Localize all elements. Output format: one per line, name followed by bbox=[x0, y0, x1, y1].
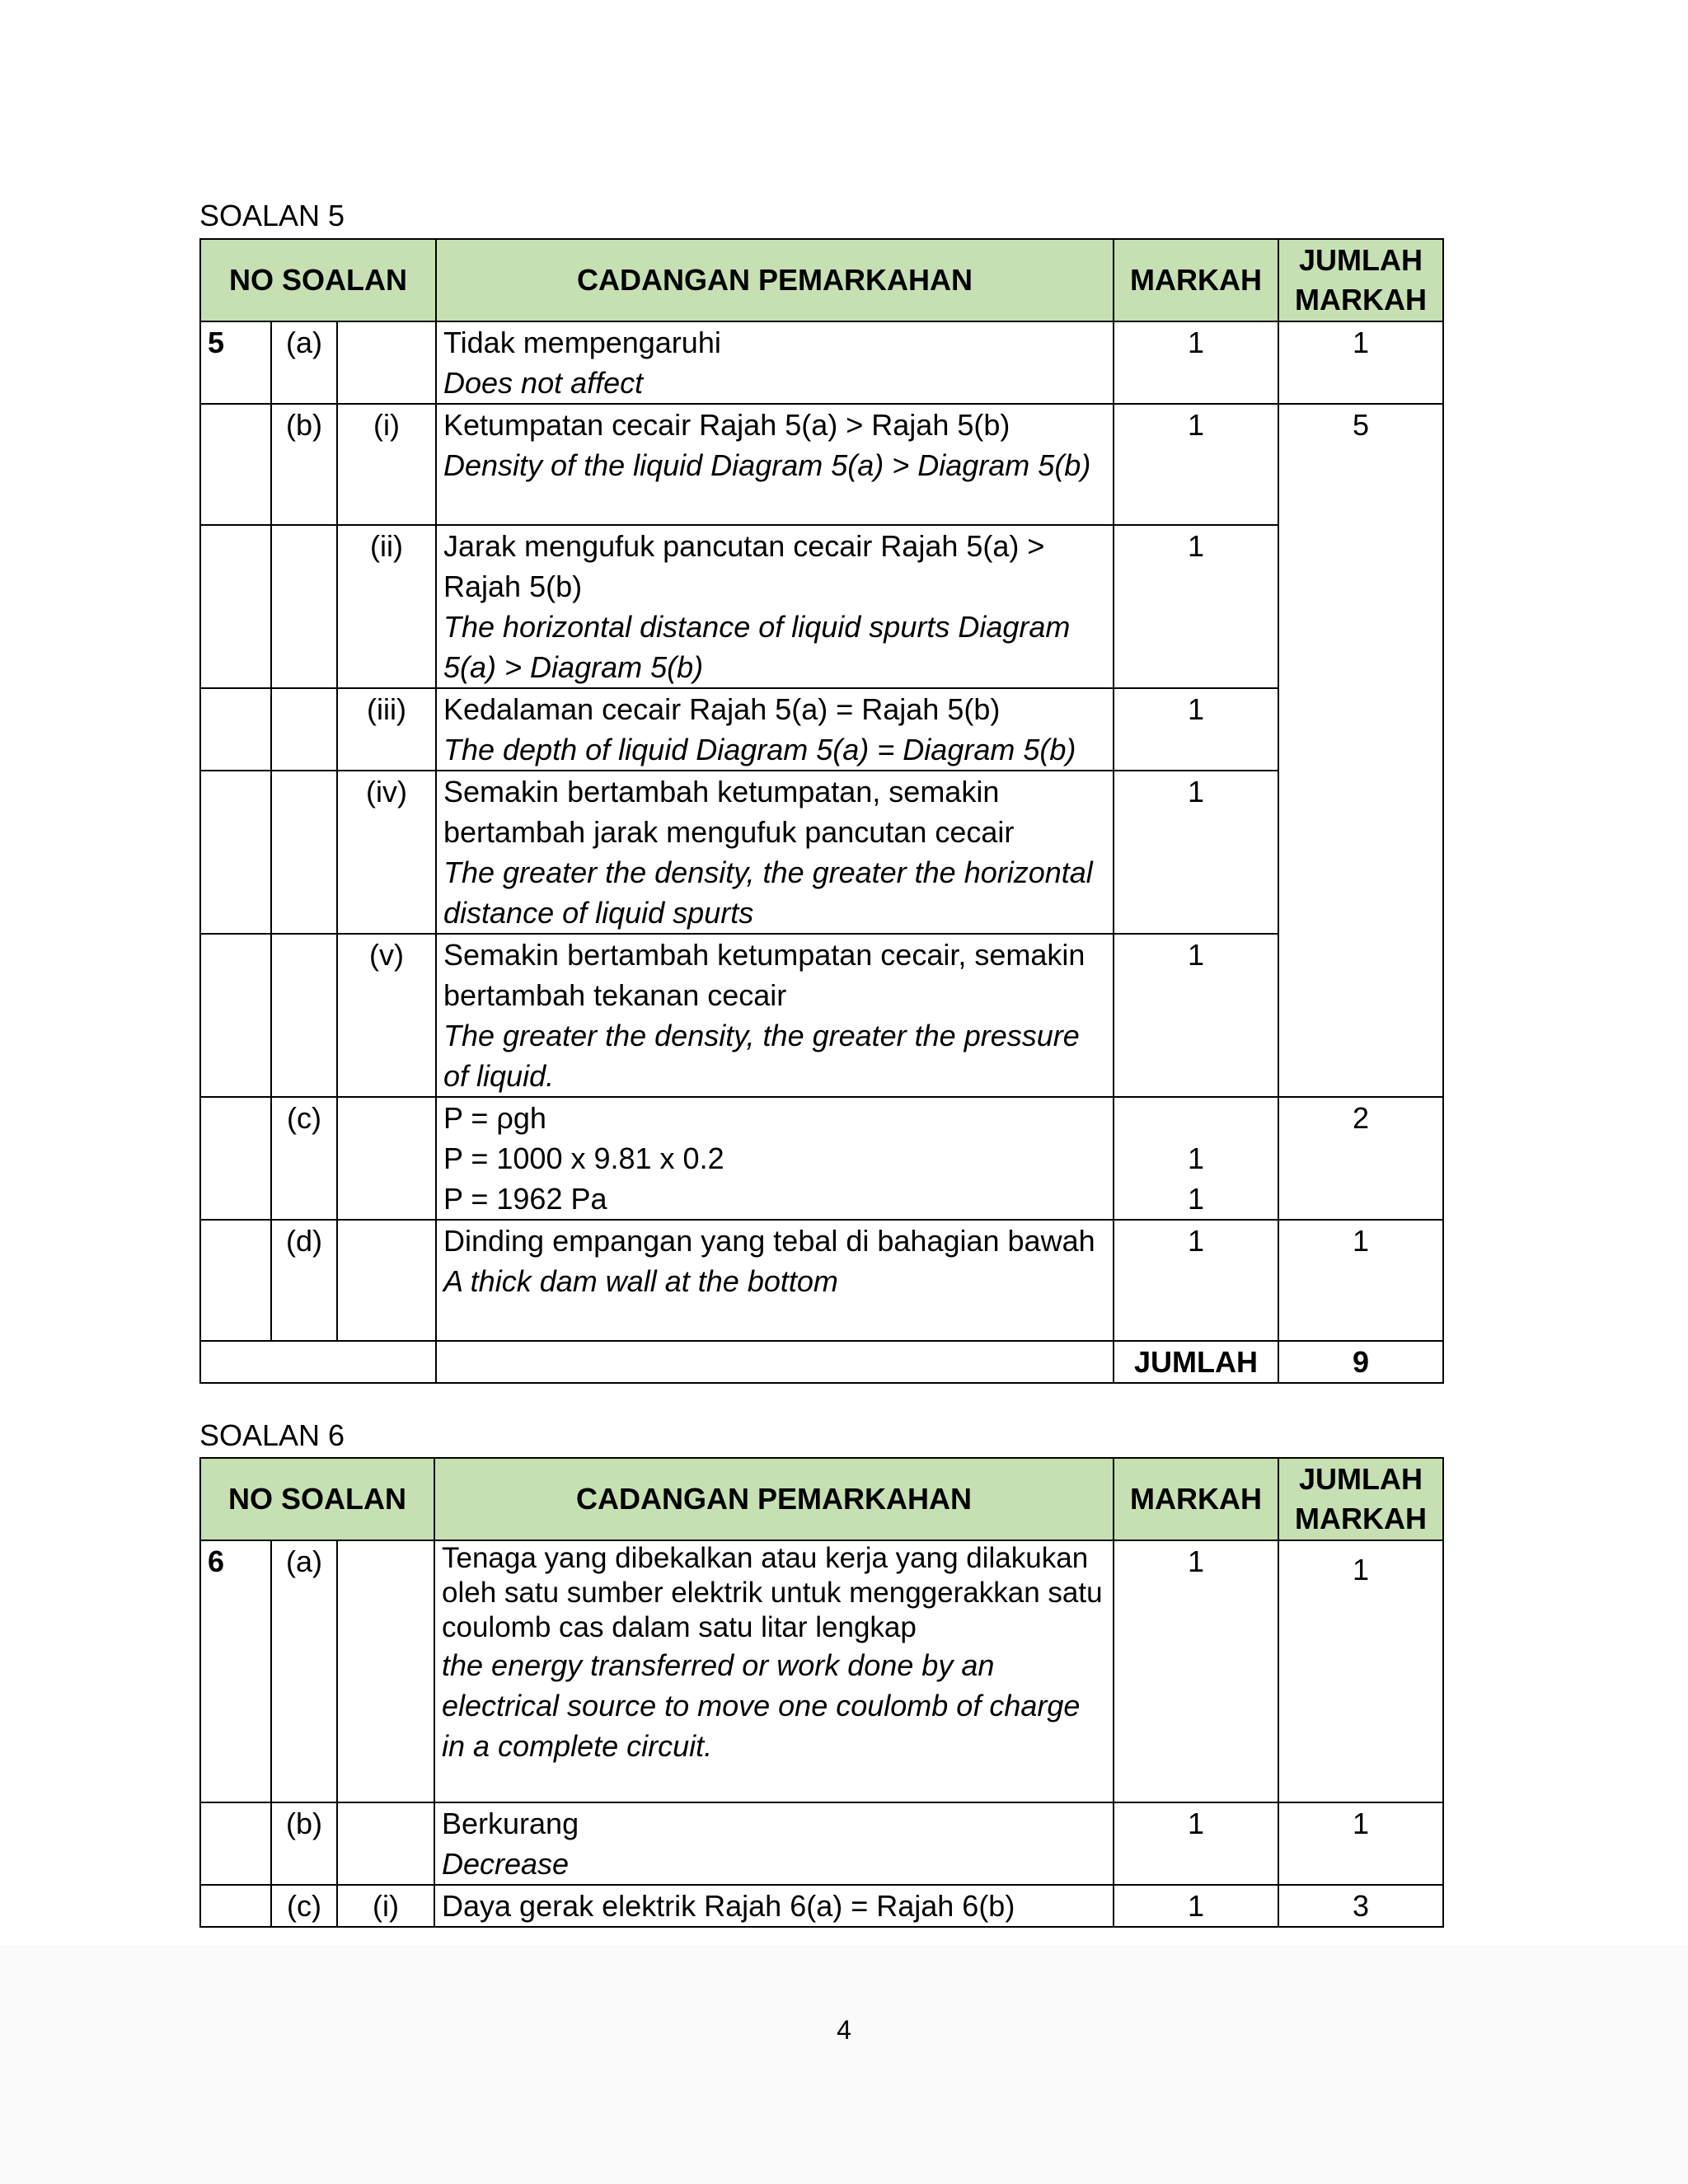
part-label-empty bbox=[271, 934, 337, 1097]
question-number-empty bbox=[200, 525, 271, 688]
mark-cell: 1 bbox=[1114, 1540, 1278, 1802]
answer-cell bbox=[436, 525, 1114, 688]
formula-line: P = ρgh bbox=[443, 1101, 546, 1135]
page-background-shade bbox=[0, 1945, 1688, 2184]
answer-malay: Semakin bertambah ketumpatan cecair, semakin bertambah tekanan cecair bbox=[443, 938, 1085, 1012]
question-number-empty bbox=[200, 934, 271, 1097]
part-label: (b) bbox=[271, 1802, 337, 1885]
answer-english: the energy transferred or work done by an electrical source to move one coulomb of charge in a complete circuit. bbox=[442, 1648, 1081, 1763]
part-label: (a) bbox=[271, 321, 337, 404]
result-line: P = 1962 Pa bbox=[443, 1182, 607, 1216]
part-label-empty bbox=[271, 688, 337, 771]
answer-cell bbox=[434, 1802, 1114, 1885]
total-row-empty bbox=[200, 1341, 436, 1383]
section-title-q6: SOALAN 6 bbox=[199, 1418, 345, 1452]
subpart-cell bbox=[337, 1802, 434, 1885]
table-row bbox=[200, 934, 1443, 1097]
page-number: 4 bbox=[837, 2015, 851, 2045]
answer-malay: Berkurang bbox=[442, 1807, 579, 1840]
part-label: (c) bbox=[271, 1097, 337, 1220]
subpart-label: (ii) bbox=[337, 525, 436, 688]
question-number-empty bbox=[200, 1802, 271, 1885]
mark-cell: 1 bbox=[1114, 1220, 1278, 1341]
question-number: 5 bbox=[200, 321, 271, 404]
header-jumlah-markah bbox=[1278, 1458, 1443, 1540]
answer-english: A thick dam wall at the bottom bbox=[443, 1264, 838, 1298]
question-number-empty bbox=[200, 688, 271, 771]
mark-cell bbox=[1114, 1097, 1278, 1220]
header-no-soalan: NO SOALAN bbox=[200, 239, 436, 321]
answer-english: Does not affect bbox=[443, 366, 644, 400]
total-mark-cell: 1 bbox=[1278, 321, 1443, 404]
answer-cell bbox=[434, 1540, 1114, 1802]
answer-cell bbox=[436, 404, 1114, 525]
marking-scheme-table-q5 bbox=[199, 238, 1444, 1384]
answer-cell bbox=[436, 321, 1114, 404]
section-title-q5: SOALAN 5 bbox=[199, 199, 345, 232]
total-row bbox=[200, 1341, 1443, 1383]
question-number-empty bbox=[200, 1097, 271, 1220]
header-jumlah-line1: JUMLAH bbox=[1299, 243, 1423, 277]
mark-cell: 1 bbox=[1114, 934, 1278, 1097]
total-mark-cell: 1 bbox=[1278, 1540, 1443, 1802]
part-label-empty bbox=[271, 525, 337, 688]
mark-cell: 1 bbox=[1114, 525, 1278, 688]
header-jumlah-markah bbox=[1278, 239, 1443, 321]
answer-english: Decrease bbox=[442, 1847, 570, 1881]
table-row bbox=[200, 1540, 1443, 1802]
subpart-cell bbox=[337, 1097, 436, 1220]
question-number-empty bbox=[200, 1885, 271, 1927]
header-markah: MARKAH bbox=[1114, 239, 1278, 321]
table-header-row bbox=[200, 1458, 1443, 1540]
part-label: (b) bbox=[271, 404, 337, 525]
total-mark-cell: 3 bbox=[1278, 1885, 1443, 1927]
question-number: 6 bbox=[200, 1540, 271, 1802]
mark-cell: 1 bbox=[1114, 771, 1278, 934]
part-label-empty bbox=[271, 771, 337, 934]
answer-cell bbox=[436, 934, 1114, 1097]
table-row bbox=[200, 771, 1443, 934]
question-number-empty bbox=[200, 1220, 271, 1341]
answer-english: The greater the density, the greater the horizontal distance of liquid spurts bbox=[443, 855, 1093, 930]
table-row bbox=[200, 1097, 1443, 1220]
subpart-label: (i) bbox=[337, 404, 436, 525]
part-label: (a) bbox=[271, 1540, 337, 1802]
subpart-cell bbox=[337, 1540, 434, 1802]
jumlah-label: JUMLAH bbox=[1114, 1341, 1278, 1383]
answer-malay: Kedalaman cecair Rajah 5(a) = Rajah 5(b) bbox=[443, 692, 1001, 726]
header-jumlah-line2: MARKAH bbox=[1295, 283, 1427, 316]
header-jumlah-line2: MARKAH bbox=[1295, 1502, 1427, 1535]
jumlah-value: 9 bbox=[1278, 1341, 1443, 1383]
total-row-empty bbox=[436, 1341, 1114, 1383]
table-row bbox=[200, 525, 1443, 688]
answer-cell bbox=[436, 688, 1114, 771]
marking-scheme-table-q6 bbox=[199, 1457, 1444, 1928]
table-header-row bbox=[200, 239, 1443, 321]
total-mark-cell: 2 bbox=[1278, 1097, 1443, 1220]
mark-substitution: 1 bbox=[1187, 1141, 1205, 1175]
mark-cell: 1 bbox=[1114, 321, 1278, 404]
answer-malay: Ketumpatan cecair Rajah 5(a) > Rajah 5(b) bbox=[443, 408, 1010, 442]
header-jumlah-line1: JUMLAH bbox=[1299, 1462, 1423, 1496]
answer-cell: Daya gerak elektrik Rajah 6(a) = Rajah 6(b) bbox=[434, 1885, 1114, 1927]
subpart-label: (iii) bbox=[337, 688, 436, 771]
table-row bbox=[200, 1802, 1443, 1885]
mark-result: 1 bbox=[1187, 1182, 1205, 1216]
mark-cell: 1 bbox=[1114, 404, 1278, 525]
substitution-line: P = 1000 x 9.81 x 0.2 bbox=[443, 1141, 724, 1175]
subpart-cell bbox=[337, 321, 436, 404]
answer-english: The horizontal distance of liquid spurts Diagram 5(a) > Diagram 5(b) bbox=[443, 610, 1071, 684]
answer-english: The depth of liquid Diagram 5(a) = Diagram 5(b) bbox=[443, 733, 1076, 766]
answer-malay: Jarak mengufuk pancutan cecair Rajah 5(a) > Rajah 5(b) bbox=[443, 529, 1045, 603]
question-number-empty bbox=[200, 404, 271, 525]
question-number-empty bbox=[200, 771, 271, 934]
subpart-label: (i) bbox=[337, 1885, 434, 1927]
header-no-soalan: NO SOALAN bbox=[200, 1458, 434, 1540]
table-row bbox=[200, 321, 1443, 404]
answer-english: The greater the density, the greater the pressure of liquid. bbox=[443, 1019, 1080, 1093]
answer-malay: Semakin bertambah ketumpatan, semakin bertambah jarak mengufuk pancutan cecair bbox=[443, 775, 1015, 849]
table-row bbox=[200, 1885, 1443, 1927]
subpart-label: (iv) bbox=[337, 771, 436, 934]
answer-cell bbox=[436, 771, 1114, 934]
answer-cell bbox=[436, 1097, 1114, 1220]
subpart-cell bbox=[337, 1220, 436, 1341]
table-row bbox=[200, 404, 1443, 525]
total-mark-cell: 1 bbox=[1278, 1802, 1443, 1885]
part-label: (d) bbox=[271, 1220, 337, 1341]
table-row bbox=[200, 688, 1443, 771]
mark-cell: 1 bbox=[1114, 1885, 1278, 1927]
answer-english: Density of the liquid Diagram 5(a) > Diagram 5(b) bbox=[443, 448, 1091, 482]
header-markah: MARKAH bbox=[1114, 1458, 1278, 1540]
mark-cell: 1 bbox=[1114, 688, 1278, 771]
total-mark-cell: 5 bbox=[1278, 404, 1443, 1097]
mark-cell: 1 bbox=[1114, 1802, 1278, 1885]
total-mark-cell: 1 bbox=[1278, 1220, 1443, 1341]
answer-malay: Dinding empangan yang tebal di bahagian bawah bbox=[443, 1224, 1095, 1258]
header-cadangan-pemarkahan: CADANGAN PEMARKAHAN bbox=[436, 239, 1114, 321]
table-row bbox=[200, 1220, 1443, 1341]
answer-malay: Tenaga yang dibekalkan atau kerja yang dilakukan oleh satu sumber elektrik untuk menggerakkan satu coulomb cas dalam satu litar lengkap bbox=[442, 1542, 1103, 1643]
answer-cell bbox=[436, 1220, 1114, 1341]
part-label: (c) bbox=[271, 1885, 337, 1927]
answer-malay: Tidak mempengaruhi bbox=[443, 326, 721, 359]
header-cadangan-pemarkahan: CADANGAN PEMARKAHAN bbox=[434, 1458, 1114, 1540]
subpart-label: (v) bbox=[337, 934, 436, 1097]
